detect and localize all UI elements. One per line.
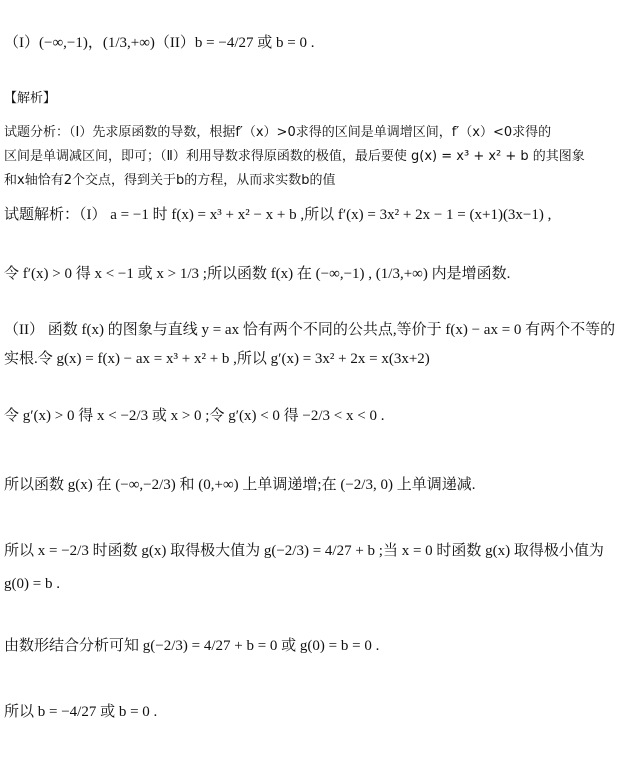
- solution-extrema-1: 所以 x = −2/3 时函数 g(x) 取得极大值为 g(−2/3) = 4/27 + b ;当 x = 0 时函数 g(x) 取得极小值为: [4, 543, 604, 559]
- solution-part1-incr: 令 f′(x) > 0 得 x < −1 或 x > 1/3 ;所以函数 f(x) 在 (−∞,−1) , (1/3,+∞) 内是增函数.: [4, 266, 511, 282]
- solution-monotonic: 所以函数 g(x) 在 (−∞,−2/3) 和 (0,+∞) 上单调递增;在 (−2/3, 0) 上单调递减.: [4, 477, 476, 493]
- solution-combine: 由数形结合分析可知 g(−2/3) = 4/27 + b = 0 或 g(0) = b = 0 .: [4, 638, 380, 654]
- analysis-line-1: 试题分析：（Ⅰ）先求原函数的导数，根据f′（x）>0求得的区间是单调增区间，f′（x）<0求得的: [4, 125, 552, 140]
- solution-final: 所以 b = −4/27 或 b = 0 .: [4, 704, 158, 720]
- analysis-line-2: 区间是单调减区间，即可；（Ⅱ）利用导数求得原函数的极值，最后要使 g(x) = x³ + x² + b 的其图象: [4, 149, 585, 164]
- solution-part2-line2: 实根.令 g(x) = f(x) − ax = x³ + x² + b ,所以 g′(x) = 3x² + 2x = x(3x+2): [4, 351, 430, 367]
- analysis-heading: 【解析】: [4, 91, 57, 106]
- solution-extrema-2: g(0) = b .: [4, 576, 60, 592]
- analysis-line-3: 和x轴恰有2个交点，得到关于b的方程，从而求实数b的值: [4, 173, 336, 188]
- solution-part2-line1: （II） 函数 f(x) 的图象与直线 y = ax 恰有两个不同的公共点,等价于 f(x) − ax = 0 有两个不等的: [4, 322, 616, 338]
- solution-part1: 试题解析：（I） a = −1 时 f(x) = x³ + x² − x + b ,所以 f′(x) = 3x² + 2x − 1 = (x+1)(3x−1) ,: [4, 207, 552, 223]
- solution-sign-line: 令 g′(x) > 0 得 x < −2/3 或 x > 0 ;令 g′(x) < 0 得 −2/3 < x < 0 .: [4, 408, 385, 424]
- answer-line: （I）(−∞,−1)，(1/3,+∞)（II）b = −4/27 或 b = 0 .: [4, 35, 315, 51]
